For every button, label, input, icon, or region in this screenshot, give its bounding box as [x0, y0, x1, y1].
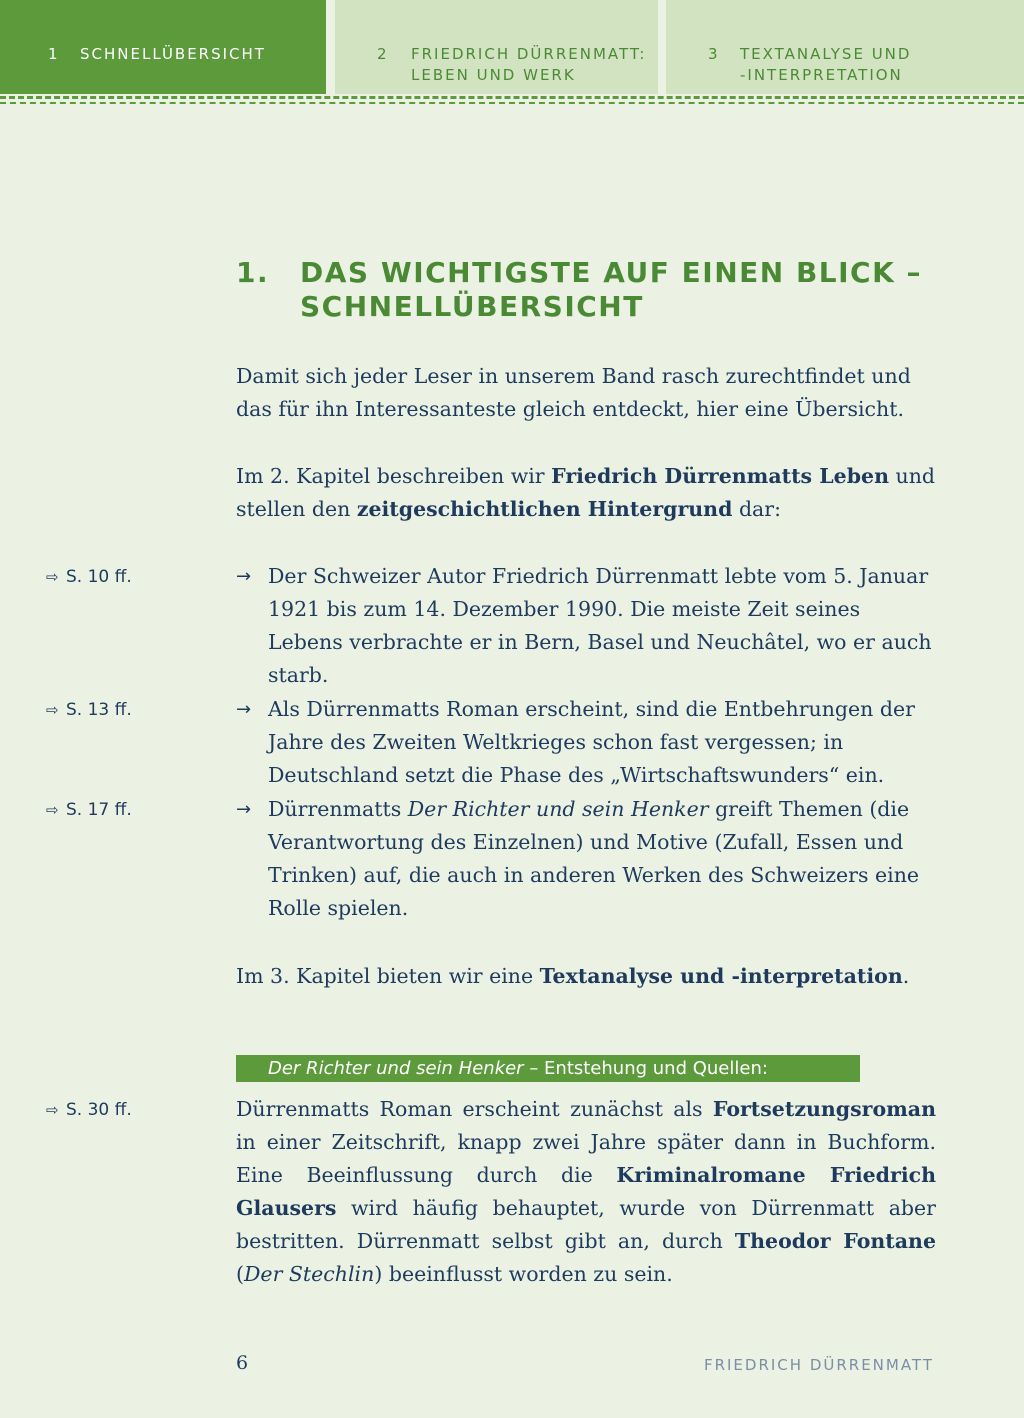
header-divider: [0, 102, 1024, 104]
tab-label: TEXTANALYSE UND -INTERPRETATION: [740, 45, 912, 84]
chapter3-paragraph: Im 3. Kapitel bieten wir eine Textanalyse und -interpretation.: [236, 964, 910, 988]
arrow-right-icon: ⇨: [46, 568, 59, 586]
arrow-right-icon: ⇨: [46, 801, 59, 819]
page-reference[interactable]: ⇨ S. 30 ff.: [46, 1100, 132, 1120]
page-number: 6: [236, 1352, 249, 1374]
tab-label: FRIEDRICH DÜRRENMATT: LEBEN UND WERK: [411, 45, 647, 84]
section-subheading: Der Richter und sein Henker – Entstehung und Quellen:: [236, 1055, 860, 1082]
tab-number: 1: [48, 45, 60, 63]
arrow-right-icon: ⇨: [46, 1101, 59, 1119]
arrow-right-icon: →: [236, 566, 252, 587]
page-reference[interactable]: ⇨ S. 10 ff.: [46, 567, 132, 587]
tab-textanalyse[interactable]: [666, 0, 1024, 94]
chapter-title: DAS WICHTIGSTE AUF EINEN BLICK – SCHNELLÜBERSICHT: [300, 256, 923, 323]
arrow-right-icon: →: [236, 799, 252, 820]
header-divider: [0, 96, 1024, 99]
intro-paragraph: Damit sich jeder Leser in unserem Band rasch zurechtfindet und das für ihn Interessanteste gleich entdeckt, hier eine Übersicht.: [236, 364, 911, 421]
tab-number: 2: [377, 45, 389, 63]
tab-label: SCHNELLÜBERSICHT: [80, 45, 266, 63]
arrow-right-icon: ⇨: [46, 701, 59, 719]
chapter-number: 1.: [236, 256, 270, 289]
arrow-right-icon: →: [236, 699, 252, 720]
page-reference[interactable]: ⇨ S. 13 ff.: [46, 700, 132, 720]
tab-number: 3: [708, 45, 720, 63]
tab-schnelluebersicht[interactable]: [0, 0, 326, 94]
chapter2-paragraph: Im 2. Kapitel beschreiben wir Friedrich Dürrenmatts Leben und stellen den zeitgeschichtlichen Hintergrund dar:: [236, 464, 936, 521]
tab-leben-und-werk[interactable]: [335, 0, 658, 94]
running-footer-title: FRIEDRICH DÜRRENMATT: [703, 1356, 934, 1374]
page-reference[interactable]: ⇨ S. 17 ff.: [46, 800, 132, 820]
origin-paragraph: Dürrenmatts Roman erscheint zunächst als Fortsetzungsroman in einer Zeitschrift, knapp zwei Jahre später dann in Buchform. Eine Beeinflussung durch die Kriminalromane Friedrich Glausers wird häufig behauptet, wurde von Dürrenmatt aber bestritten. Dürrenmatt selbst gibt an, durch Theodor Fontane (Der Stechlin) beeinflusst worden zu sein.: [236, 1097, 937, 1286]
